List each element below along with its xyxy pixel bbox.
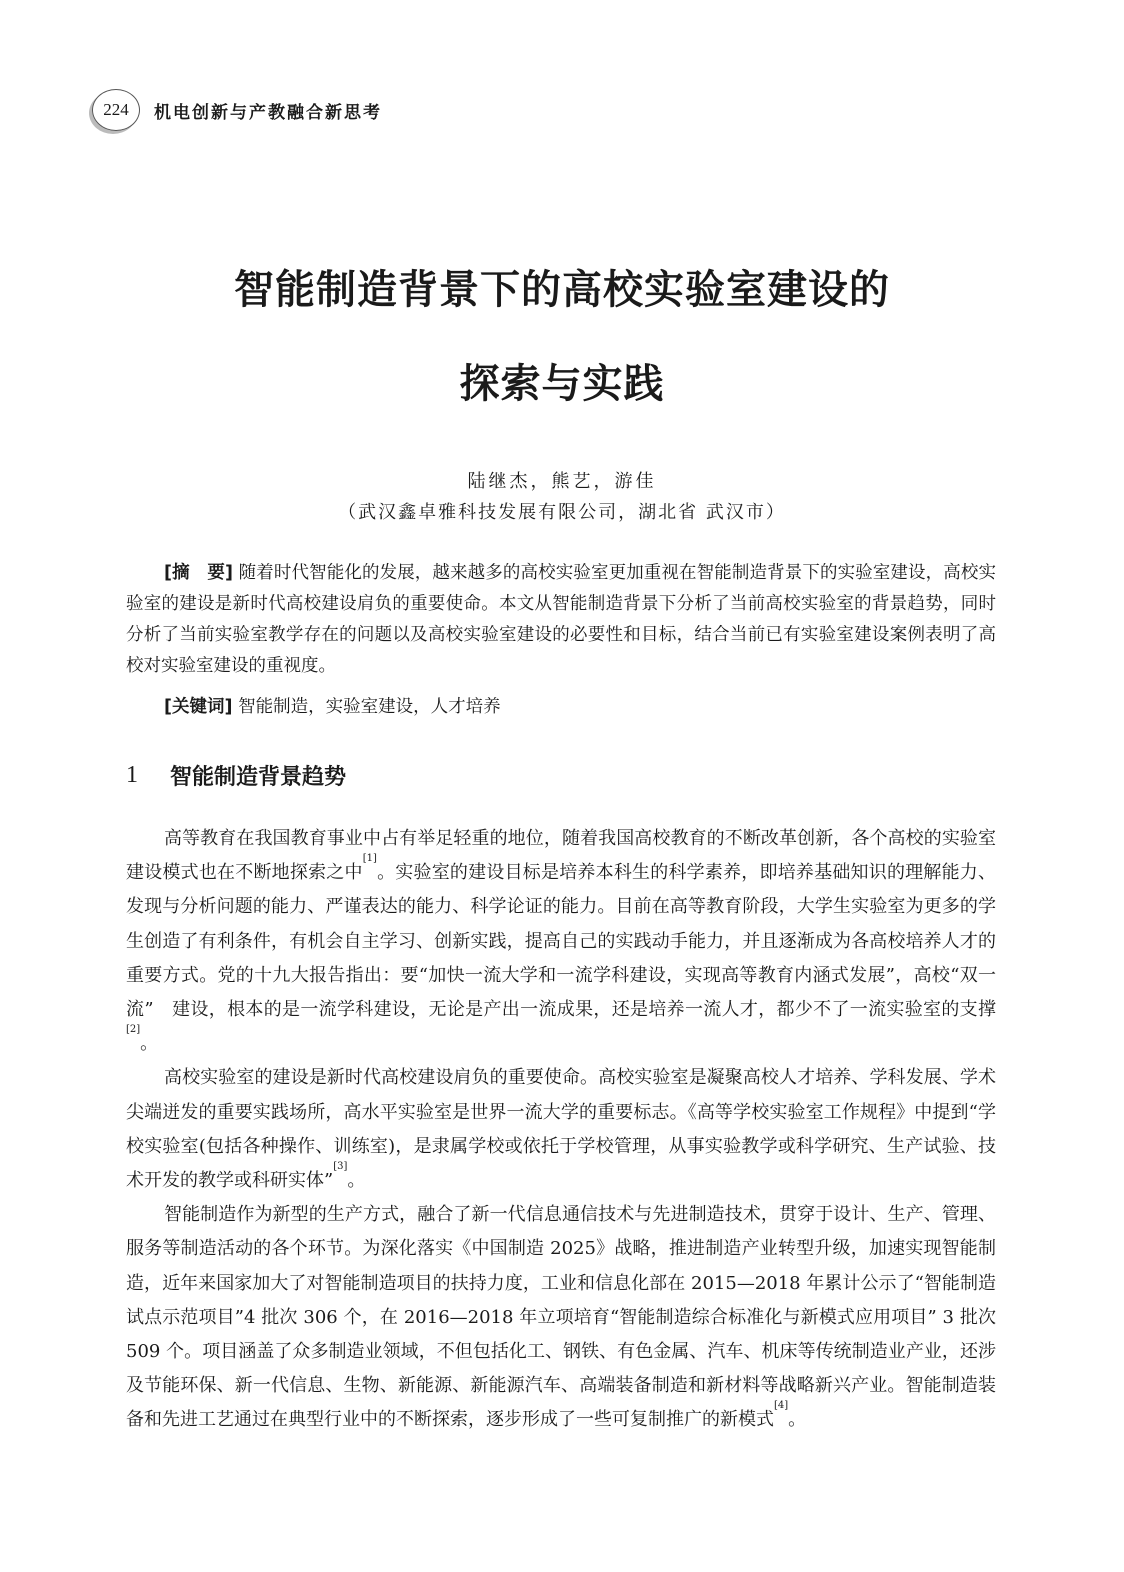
paragraph-1-text-b: 。实验室的建设目标是培养本科生的科学素养，即培养基础知识的理解能力、发现与分析问题的能力、严谨表达的能力、科学论证的能力。目前在高等教育阶段，大学生实验室为更多的学生创造了有利条件，有机会自主学习、创新实践，提高自己的实践动手能力，并且逐渐成为各高校培养人才的重要方式。党的十九大报告指出：要“加快一流大学和一流学科建设，实现高等教育内涵式发展”，高校“双一流” 建设，根本的是一流学科建设，无论是产出一流成果，还是培养一流人才，都少不了一流实验室的支撑: [126, 862, 996, 1021]
abstract-label: [摘 要]: [164, 563, 233, 583]
page-header: [92, 88, 382, 132]
paragraph-1: [126, 822, 996, 1061]
abstract-text: 随着时代智能化的发展，越来越多的高校实验室更加重视在智能制造背景下的实验室建设，高校实验室的建设是新时代高校建设肩负的重要使命。本文从智能制造背景下分析了当前高校实验室的背景趋势，同时分析了当前实验室教学存在的问题以及高校实验室建设的必要性和目标，结合当前已有实验室建设案例表明了高校对实验室建设的重视度。: [126, 563, 996, 676]
paper-title-line-1: 智能制造背景下的高校实验室建设的: [234, 267, 890, 313]
keywords-text: 智能制造，实验室建设，人才培养: [238, 697, 501, 717]
keywords-label: [关键词]: [164, 697, 233, 717]
body-text: [126, 822, 996, 1438]
keywords: [164, 693, 501, 718]
paragraph-3-text-b: 。: [788, 1409, 807, 1431]
section-title: 智能制造背景趋势: [170, 765, 347, 790]
paragraph-3-text-a: 智能制造作为新型的生产方式，融合了新一代信息通信技术与先进制造技术，贯穿于设计、生产、管理、服务等制造活动的各个环节。为深化落实《中国制造 2025》战略，推进制造产业转型升级，加速实现智能制造，近年来国家加大了对智能制造项目的扶持力度，工业和信息化部在 2015—2018 年累计公示了“智能制造试点示范项目”4 批次 306 个，在 2016—2018 年立项培育“智能制造综合标准化与新模式应用项目” 3 批次 509 个。项目涵盖了众多制造业领域，不但包括化工、钢铁、有色金属、汽车、机床等传统制造业产业，还涉及节能环保、新一代信息、生物、新能源、新能源汽车、高端装备制造和新材料等战略新兴产业。智能制造装备和先进工艺通过在典型行业中的不断探索，逐步形成了一些可复制推广的新模式: [126, 1204, 996, 1431]
citation-3[interactable]: [3]: [333, 1161, 348, 1173]
paragraph-1-text-a: 高等教育在我国教育事业中占有举足轻重的地位，随着我国高校教育的不断改革创新，各个高校的实验室建设模式也在不断地探索之中: [126, 828, 996, 884]
citation-4[interactable]: [4]: [774, 1400, 789, 1412]
citation-1[interactable]: [1]: [362, 853, 377, 865]
abstract: [126, 558, 996, 682]
page-number: 224: [92, 89, 140, 131]
paper-title-line-2: 探索与实践: [459, 361, 665, 407]
paragraph-2-text-b: 。: [347, 1170, 366, 1192]
running-header-title: 机电创新与产教融合新思考: [154, 102, 382, 123]
paragraph-2: [126, 1061, 996, 1198]
affiliation: （武汉鑫卓雅科技发展有限公司，湖北省 武汉市）: [338, 502, 786, 523]
section-heading: [126, 760, 346, 791]
authors: 陆继杰，熊艺，游佳: [467, 471, 657, 492]
citation-2[interactable]: [2]: [126, 1024, 141, 1036]
paragraph-3: [126, 1198, 996, 1437]
paragraph-2-text-a: 高校实验室的建设是新时代高校建设肩负的重要使命。高校实验室是凝聚高校人才培养、学科发展、学术尖端迸发的重要实践场所，高水平实验室是世界一流大学的重要标志。《高等学校实验室工作规程》中提到“学校实验室(包括各种操作、训练室)，是隶属学校或依托于学校管理，从事实验教学或科学研究、生产试验、技术开发的教学或科研实体”: [126, 1067, 996, 1192]
section-number: 1: [126, 762, 138, 788]
paragraph-1-text-c: 。: [140, 1033, 159, 1055]
